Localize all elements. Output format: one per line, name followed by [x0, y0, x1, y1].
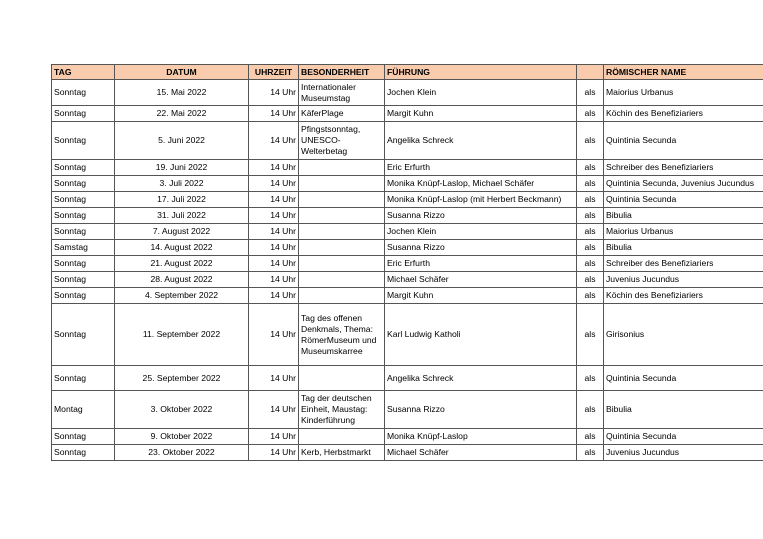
cell-fuehrung: Karl Ludwig Katholi	[385, 304, 577, 366]
table-row	[52, 445, 763, 461]
cell-fuehrung: Michael Schäfer	[385, 445, 577, 461]
cell-uhrzeit: 14 Uhr	[249, 122, 299, 160]
table-row	[52, 272, 763, 288]
table-row	[52, 429, 763, 445]
cell-datum: 11. September 2022	[115, 304, 249, 366]
cell-tag: Sonntag	[52, 80, 115, 106]
cell-roemischer-name: Köchin des Benefiziariers	[604, 288, 763, 304]
cell-uhrzeit: 14 Uhr	[249, 304, 299, 366]
cell-tag: Sonntag	[52, 256, 115, 272]
header-uhrzeit: UHRZEIT	[249, 65, 299, 80]
cell-tag: Sonntag	[52, 224, 115, 240]
cell-datum: 22. Mai 2022	[115, 106, 249, 122]
cell-tag: Sonntag	[52, 176, 115, 192]
cell-als: als	[577, 106, 604, 122]
table-row	[52, 208, 763, 224]
cell-roemischer-name: Quintinia Secunda	[604, 366, 763, 391]
table-row	[52, 240, 763, 256]
table-row	[52, 304, 763, 366]
table-row	[52, 176, 763, 192]
cell-tag: Samstag	[52, 240, 115, 256]
cell-datum: 7. August 2022	[115, 224, 249, 240]
cell-tag: Sonntag	[52, 208, 115, 224]
cell-uhrzeit: 14 Uhr	[249, 192, 299, 208]
cell-roemischer-name: Bibulia	[604, 391, 763, 429]
cell-tag: Sonntag	[52, 272, 115, 288]
cell-als: als	[577, 429, 604, 445]
cell-als: als	[577, 256, 604, 272]
cell-roemischer-name: Juvenius Jucundus	[604, 445, 763, 461]
cell-besonderheit	[299, 366, 385, 391]
cell-fuehrung: Monika Knüpf-Laslop, Michael Schäfer	[385, 176, 577, 192]
table-row	[52, 122, 763, 160]
cell-uhrzeit: 14 Uhr	[249, 445, 299, 461]
cell-datum: 23. Oktober 2022	[115, 445, 249, 461]
cell-datum: 15. Mai 2022	[115, 80, 249, 106]
cell-roemischer-name: Schreiber des Benefiziariers	[604, 256, 763, 272]
cell-als: als	[577, 272, 604, 288]
cell-fuehrung: Susanna Rizzo	[385, 391, 577, 429]
cell-als: als	[577, 366, 604, 391]
cell-datum: 21. August 2022	[115, 256, 249, 272]
cell-besonderheit	[299, 176, 385, 192]
cell-datum: 14. August 2022	[115, 240, 249, 256]
cell-als: als	[577, 122, 604, 160]
cell-uhrzeit: 14 Uhr	[249, 208, 299, 224]
table-header	[52, 65, 763, 80]
cell-roemischer-name: Girisonius	[604, 304, 763, 366]
header-tag: TAG	[52, 65, 115, 80]
cell-roemischer-name: Köchin des Benefiziariers	[604, 106, 763, 122]
cell-fuehrung: Eric Erfurth	[385, 160, 577, 176]
cell-besonderheit	[299, 224, 385, 240]
cell-besonderheit: KäferPlage	[299, 106, 385, 122]
cell-besonderheit	[299, 208, 385, 224]
cell-tag: Sonntag	[52, 304, 115, 366]
cell-besonderheit: Tag der deutschen Einheit, Maustag: Kinderführung	[299, 391, 385, 429]
cell-fuehrung: Jochen Klein	[385, 80, 577, 106]
cell-roemischer-name: Schreiber des Benefiziariers	[604, 160, 763, 176]
table-row	[52, 391, 763, 429]
table-row	[52, 366, 763, 391]
cell-fuehrung: Susanna Rizzo	[385, 208, 577, 224]
cell-datum: 25. September 2022	[115, 366, 249, 391]
cell-tag: Sonntag	[52, 122, 115, 160]
cell-tag: Sonntag	[52, 106, 115, 122]
cell-roemischer-name: Quintinia Secunda	[604, 429, 763, 445]
cell-roemischer-name: Bibulia	[604, 240, 763, 256]
cell-roemischer-name: Quintinia Secunda, Juvenius Jucundus	[604, 176, 763, 192]
cell-als: als	[577, 391, 604, 429]
cell-uhrzeit: 14 Uhr	[249, 391, 299, 429]
cell-besonderheit	[299, 256, 385, 272]
cell-besonderheit	[299, 288, 385, 304]
cell-uhrzeit: 14 Uhr	[249, 240, 299, 256]
cell-uhrzeit: 14 Uhr	[249, 160, 299, 176]
cell-datum: 31. Juli 2022	[115, 208, 249, 224]
table-row	[52, 288, 763, 304]
cell-uhrzeit: 14 Uhr	[249, 288, 299, 304]
cell-besonderheit	[299, 429, 385, 445]
cell-besonderheit	[299, 192, 385, 208]
cell-besonderheit	[299, 240, 385, 256]
cell-tag: Sonntag	[52, 366, 115, 391]
table-body	[52, 80, 763, 461]
cell-uhrzeit: 14 Uhr	[249, 176, 299, 192]
header-datum: DATUM	[115, 65, 249, 80]
cell-besonderheit: Kerb, Herbstmarkt	[299, 445, 385, 461]
table-row	[52, 224, 763, 240]
cell-datum: 17. Juli 2022	[115, 192, 249, 208]
cell-uhrzeit: 14 Uhr	[249, 272, 299, 288]
cell-fuehrung: Angelika Schreck	[385, 366, 577, 391]
cell-uhrzeit: 14 Uhr	[249, 106, 299, 122]
cell-datum: 5. Juni 2022	[115, 122, 249, 160]
cell-besonderheit	[299, 160, 385, 176]
cell-tag: Sonntag	[52, 192, 115, 208]
cell-fuehrung: Monika Knüpf-Laslop (mit Herbert Beckmann)	[385, 192, 577, 208]
cell-fuehrung: Michael Schäfer	[385, 272, 577, 288]
cell-fuehrung: Margit Kuhn	[385, 288, 577, 304]
table-row	[52, 106, 763, 122]
table-row	[52, 80, 763, 106]
cell-datum: 3. Juli 2022	[115, 176, 249, 192]
cell-als: als	[577, 224, 604, 240]
schedule-table	[51, 64, 763, 461]
cell-tag: Montag	[52, 391, 115, 429]
cell-besonderheit: Tag des offenen Denkmals, Thema: RömerMuseum und Museumskarree	[299, 304, 385, 366]
cell-besonderheit: Internationaler Museumstag	[299, 80, 385, 106]
cell-als: als	[577, 80, 604, 106]
table-row	[52, 192, 763, 208]
cell-uhrzeit: 14 Uhr	[249, 80, 299, 106]
cell-fuehrung: Susanna Rizzo	[385, 240, 577, 256]
header-row	[52, 65, 763, 80]
cell-fuehrung: Margit Kuhn	[385, 106, 577, 122]
cell-uhrzeit: 14 Uhr	[249, 224, 299, 240]
cell-roemischer-name: Bibulia	[604, 208, 763, 224]
cell-fuehrung: Jochen Klein	[385, 224, 577, 240]
cell-roemischer-name: Quintinia Secunda	[604, 122, 763, 160]
header-besonderheit: BESONDERHEIT	[299, 65, 385, 80]
cell-als: als	[577, 208, 604, 224]
cell-als: als	[577, 176, 604, 192]
cell-besonderheit	[299, 272, 385, 288]
cell-als: als	[577, 192, 604, 208]
cell-datum: 3. Oktober 2022	[115, 391, 249, 429]
cell-fuehrung: Angelika Schreck	[385, 122, 577, 160]
table-row	[52, 256, 763, 272]
cell-datum: 28. August 2022	[115, 272, 249, 288]
cell-fuehrung: Monika Knüpf-Laslop	[385, 429, 577, 445]
cell-uhrzeit: 14 Uhr	[249, 366, 299, 391]
cell-roemischer-name: Maiorius Urbanus	[604, 224, 763, 240]
cell-uhrzeit: 14 Uhr	[249, 429, 299, 445]
cell-als: als	[577, 160, 604, 176]
cell-besonderheit: Pfingstsonntag, UNESCO-Welterbetag	[299, 122, 385, 160]
header-fuehrung: FÜHRUNG	[385, 65, 577, 80]
cell-roemischer-name: Quintinia Secunda	[604, 192, 763, 208]
cell-roemischer-name: Juvenius Jucundus	[604, 272, 763, 288]
cell-tag: Sonntag	[52, 160, 115, 176]
cell-fuehrung: Eric Erfurth	[385, 256, 577, 272]
cell-tag: Sonntag	[52, 445, 115, 461]
cell-datum: 4. September 2022	[115, 288, 249, 304]
cell-tag: Sonntag	[52, 288, 115, 304]
cell-datum: 19. Juni 2022	[115, 160, 249, 176]
cell-als: als	[577, 304, 604, 366]
header-als	[577, 65, 604, 80]
cell-datum: 9. Oktober 2022	[115, 429, 249, 445]
cell-als: als	[577, 240, 604, 256]
cell-uhrzeit: 14 Uhr	[249, 256, 299, 272]
cell-als: als	[577, 445, 604, 461]
table-row	[52, 160, 763, 176]
cell-tag: Sonntag	[52, 429, 115, 445]
cell-roemischer-name: Maiorius Urbanus	[604, 80, 763, 106]
header-roemischer-name: RÖMISCHER NAME	[604, 65, 763, 80]
cell-als: als	[577, 288, 604, 304]
